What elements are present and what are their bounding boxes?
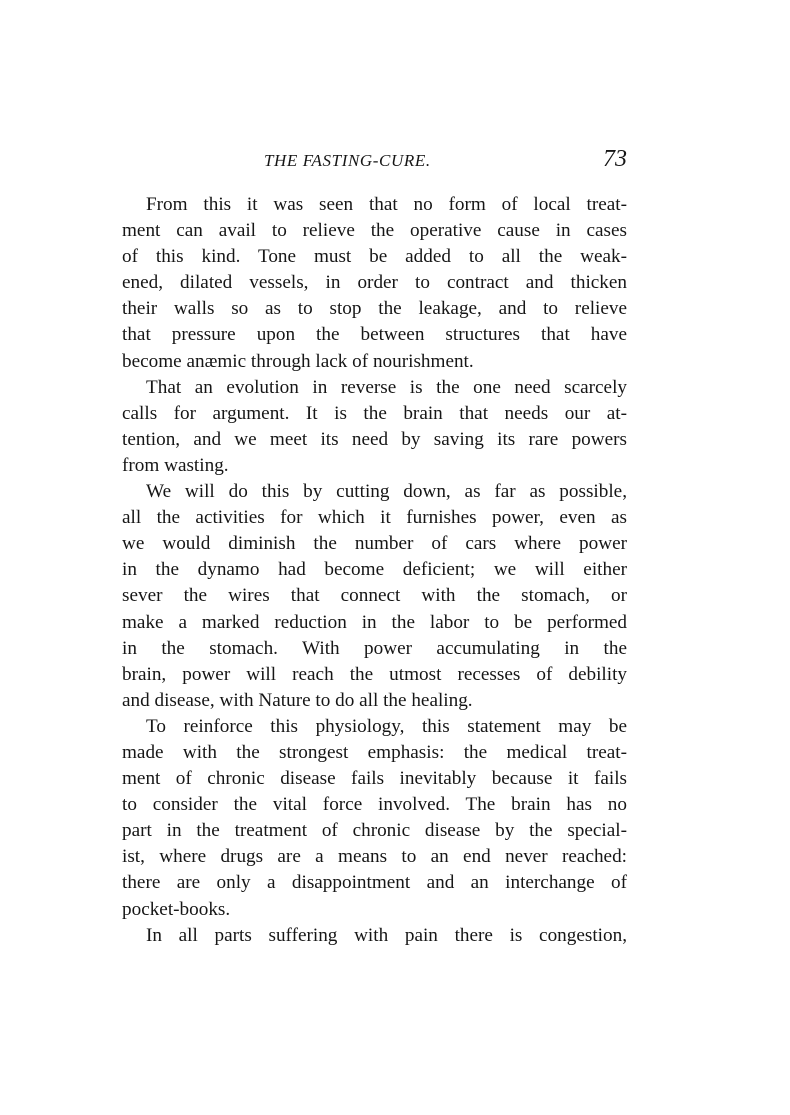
text-line: In all parts suffering with pain there is congestion,	[146, 924, 627, 946]
text-line: To reinforce this physiology, this statement may be	[146, 715, 627, 737]
text-line: tention, and we meet its need by saving its rare powers	[122, 428, 627, 450]
text-line: ment can avail to relieve the operative cause in cases	[122, 220, 627, 242]
running-title: THE FASTING-CURE.	[264, 151, 431, 170]
text-line: ment of chronic disease fails inevitably because it fails	[122, 768, 627, 790]
text-line: make a marked reduction in the labor to be performed	[122, 611, 627, 633]
text-line: ened, dilated vessels, in order to contract and thicken	[122, 272, 627, 294]
text-line: That an evolution in reverse is the one need scarcely	[146, 376, 627, 398]
text-line: brain, power will reach the utmost recesses of debility	[122, 663, 627, 685]
text-line: and disease, with Nature to do all the healing.	[122, 689, 473, 711]
text-line: ist, where drugs are a means to an end never reached:	[122, 846, 627, 868]
text-line: made with the strongest emphasis: the medical treat-	[122, 741, 627, 763]
text-line: in the stomach. With power accumulating in the	[122, 637, 627, 659]
text-line: of this kind. Tone must be added to all the weak-	[122, 246, 627, 268]
page-number: 73	[603, 146, 627, 172]
text-line: that pressure upon the between structures that have	[122, 324, 627, 346]
text-line: part in the treatment of chronic disease by the special-	[122, 820, 627, 842]
text-line: to consider the vital force involved. The brain has no	[122, 794, 627, 816]
text-line: pocket-books.	[122, 898, 231, 920]
text-line: sever the wires that connect with the stomach, or	[122, 585, 627, 607]
text-line: in the dynamo had become deficient; we will either	[122, 559, 627, 581]
text-line: all the activities for which it furnishes power, even as	[122, 507, 627, 529]
body-text	[122, 192, 627, 949]
text-line: their walls so as to stop the leakage, and to relieve	[122, 298, 627, 320]
running-head	[122, 146, 627, 186]
text-line: we would diminish the number of cars where power	[122, 533, 627, 555]
text-line: become anæmic through lack of nourishment.	[122, 350, 474, 372]
text-line: We will do this by cutting down, as far as possible,	[146, 481, 627, 503]
text-line: from wasting.	[122, 454, 229, 476]
text-line: calls for argument. It is the brain that needs our at-	[122, 402, 627, 424]
text-line: there are only a disappointment and an interchange of	[122, 872, 627, 894]
text-line: From this it was seen that no form of local treat-	[146, 194, 627, 215]
